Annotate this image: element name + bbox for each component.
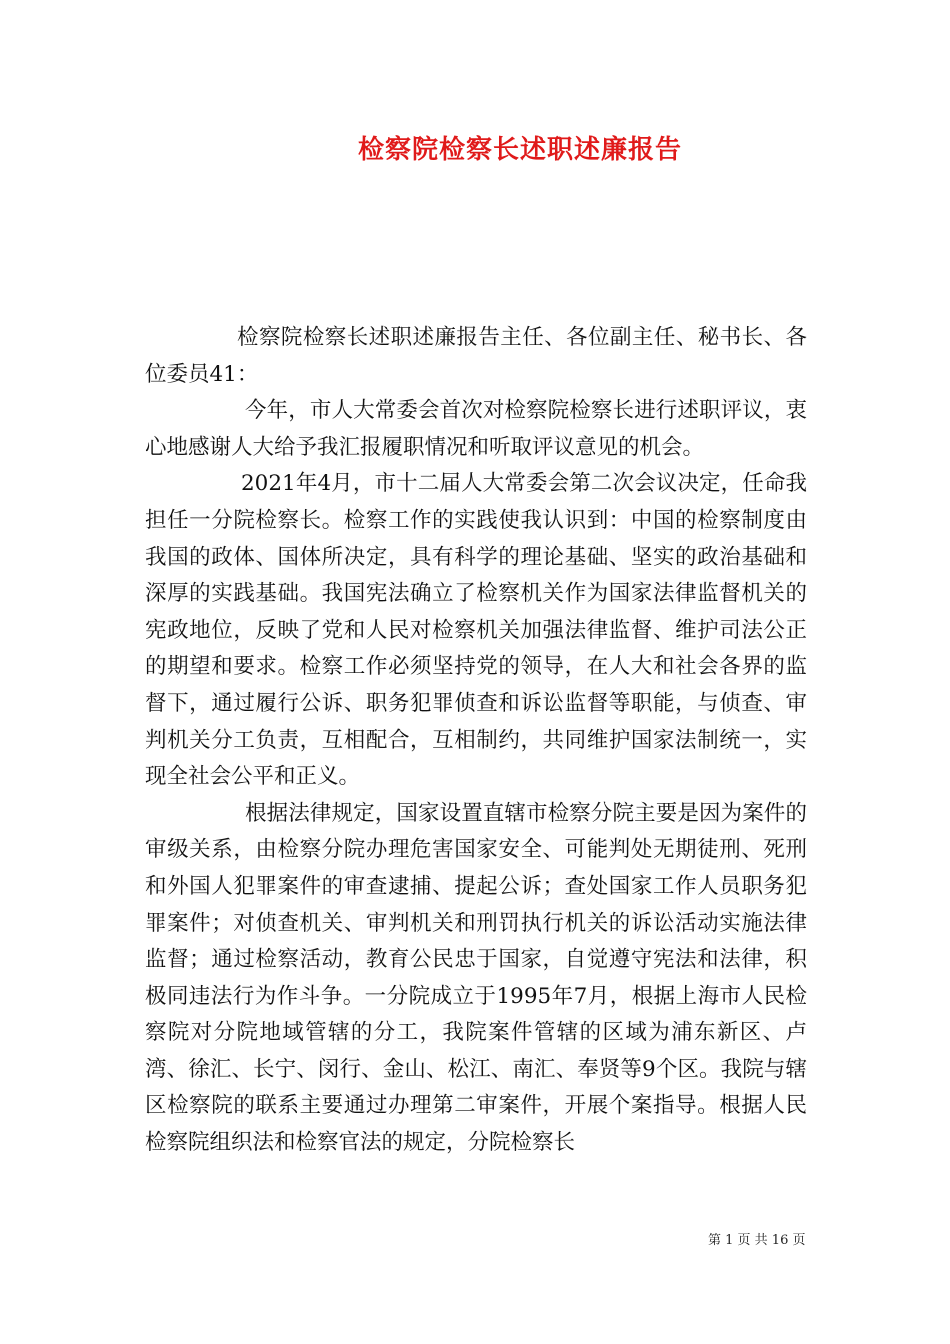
- paragraph-intro: 今年，市人大常委会首次对检察院检察长进行述职评议，衷心地感谢人大给予我汇报履职情况和听取评议意见的机会。: [145, 398, 807, 460]
- document-title: 检察院检察长述职述廉报告: [357, 135, 682, 165]
- paragraph-salutation: 检察院检察长述职述廉报告主任、各位副主任、秘书长、各位委员41：: [145, 325, 807, 387]
- document-body: [145, 320, 807, 1162]
- paragraph-legal-basis: 根据法律规定，国家设置直辖市检察分院主要是因为案件的审级关系，由检察分院办理危害国家安全、可能判处无期徒刑、死刑和外国人犯罪案件的审查逮捕、提起公诉；查处国家工作人员职务犯罪案件；对侦查机关、审判机关和刑罚执行机关的诉讼活动实施法律监督；通过检察活动，教育公民忠于国家，自觉遵守宪法和法律，积极同违法行为作斗争。一分院成立于1995年7月，根据上海市人民检察院对分院地域管辖的分工，我院案件管辖的区域为浦东新区、卢湾、徐汇、长宁、闵行、金山、松江、南汇、奉贤等9个区。我院与辖区检察院的联系主要通过办理第二审案件，开展个案指导。根据人民检察院组织法和检察官法的规定，分院检察长: [145, 800, 807, 1156]
- page-number-indicator: 第 1 页 共 16 页: [708, 1233, 806, 1248]
- paragraph-appointment: 2021年4月，市十二届人大常委会第二次会议决定，任命我担任一分院检察长。检察工作的实践使我认识到：中国的检察制度由我国的政体、国体所决定，具有科学的理论基础、坚实的政治基础和深厚的实践基础。我国宪法确立了检察机关作为国家法律监督机关的宪政地位，反映了党和人民对检察机关加强法律监督、维护司法公正的期望和要求。检察工作必须坚持党的领导，在人大和社会各界的监督下，通过履行公诉、职务犯罪侦查和诉讼监督等职能，与侦查、审判机关分工负责，互相配合，互相制约，共同维护国家法制统一，实现全社会公平和正义。: [145, 471, 807, 790]
